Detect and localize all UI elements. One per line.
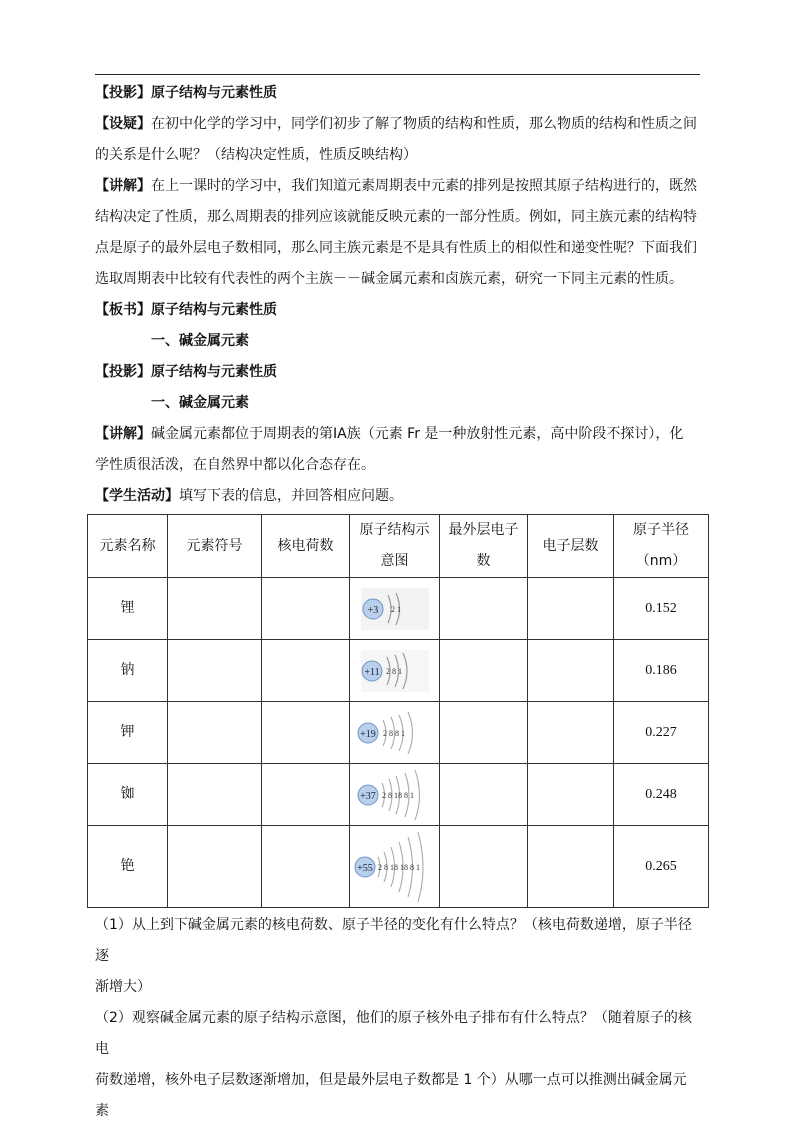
alkali-metal-table — [87, 514, 709, 908]
table-row — [88, 640, 709, 702]
atom-diagram-icon — [357, 648, 433, 694]
cell-name: 钾 — [88, 702, 168, 764]
cell-outer-electrons[interactable] — [440, 826, 528, 908]
heading-alkali-2: 一、碱金属元素 — [151, 395, 249, 411]
atom-diagram-icon — [357, 586, 433, 632]
cell-layers[interactable] — [528, 702, 614, 764]
header-name: 元素名称 — [88, 515, 168, 578]
cell-symbol[interactable] — [168, 640, 262, 702]
cell-outer-electrons[interactable] — [440, 640, 528, 702]
cell-symbol[interactable] — [168, 826, 262, 908]
svg-text:+19: +19 — [359, 728, 376, 740]
svg-text:+11: +11 — [363, 666, 380, 678]
cell-charge[interactable] — [262, 702, 350, 764]
header-charge: 核电荷数 — [262, 515, 350, 578]
cell-charge[interactable] — [262, 826, 350, 908]
question-1: （1）从上到下碱金属元素的核电荷数、原子半径的变化有什么特点？（核电荷数递增，原子半径逐 渐增大） — [95, 917, 692, 995]
cell-radius: 0.248 — [614, 764, 709, 826]
header-layers: 电子层数 — [528, 515, 614, 578]
atom-diagram-icon — [355, 708, 435, 758]
svg-text:+55: +55 — [356, 862, 373, 874]
table-row — [88, 578, 709, 640]
cell-symbol[interactable] — [168, 578, 262, 640]
tag: 【投影】 — [95, 85, 151, 101]
table-row — [88, 826, 709, 908]
paragraph-student-activity: 【学生活动】填写下表的信息，并回答相应问题。 — [95, 488, 403, 504]
cell-layers[interactable] — [528, 578, 614, 640]
cell-radius: 0.152 — [614, 578, 709, 640]
cell-diagram — [350, 764, 440, 826]
cell-layers[interactable] — [528, 826, 614, 908]
cell-name: 铷 — [88, 764, 168, 826]
cell-outer-electrons[interactable] — [440, 578, 528, 640]
paragraph-question: 【设疑】在初中化学的学习中，同学们初步了解了物质的结构和性质，那么物质的结构和性质之间 的关系是什么呢？（结构决定性质，性质反映结构） — [95, 116, 697, 163]
table-row — [88, 764, 709, 826]
cell-symbol[interactable] — [168, 702, 262, 764]
atom-diagram-icon — [355, 766, 435, 824]
paragraph-explanation-2: 【讲解】碱金属元素都位于周期表的第ⅠA族（元素 Fr 是一种放射性元素，高中阶段不探讨），化 学性质很活泼，在自然界中都以化合态存在。 — [95, 426, 684, 473]
heading-alkali-1: 一、碱金属元素 — [151, 333, 249, 349]
header-rule — [95, 74, 700, 75]
cell-outer-electrons[interactable] — [440, 702, 528, 764]
cell-name: 锂 — [88, 578, 168, 640]
cell-diagram — [350, 826, 440, 908]
svg-text:+3: +3 — [367, 604, 378, 616]
table-header-row — [88, 515, 709, 578]
paragraph-explanation-1: 【讲解】在上一课时的学习中，我们知道元素周期表中元素的排列是按照其原子结构进行的，既然 结构决定了性质，那么周期表的排列应该就能反映元素的一部分性质。例如，同主族元素的结构特 点是原子的最外层电子数相同，那么同主族元素是不是具有性质上的相似性和递变性呢？下面我们 选取周期表中比较有代表性的两个主族－－碱金属元素和卤族元素，研究一下同主元素的性质。 — [95, 178, 697, 287]
cell-charge[interactable] — [262, 640, 350, 702]
cell-diagram — [350, 640, 440, 702]
cell-name: 钠 — [88, 640, 168, 702]
cell-layers[interactable] — [528, 764, 614, 826]
header-diagram: 原子结构示 意图 — [350, 515, 440, 578]
lesson-document — [95, 78, 700, 1127]
paragraph-board: 【板书】原子结构与元素性质 — [95, 302, 277, 318]
header-radius: 原子半径 （nm） — [614, 515, 709, 578]
table-row — [88, 702, 709, 764]
svg-text:2 8 18 18 8 1: 2 8 18 18 8 1 — [377, 862, 420, 872]
header-outer-electrons: 最外层电子 数 — [440, 515, 528, 578]
paragraph-projection-1: 【投影】原子结构与元素性质 — [95, 85, 277, 101]
svg-text:2 8 8 1: 2 8 8 1 — [382, 728, 405, 738]
cell-diagram — [350, 578, 440, 640]
cell-radius: 0.186 — [614, 640, 709, 702]
question-2: （2）观察碱金属元素的原子结构示意图，他们的原子核外电子排布有什么特点？（随着原子的核电 荷数递增，核外电子层数逐渐增加，但是最外层电子数都是 1 个）从哪一点可以推测出碱金属元素 — [95, 1010, 692, 1119]
atom-diagram-icon — [352, 829, 438, 905]
paragraph-projection-2: 【投影】原子结构与元素性质 — [95, 364, 277, 380]
cell-charge[interactable] — [262, 764, 350, 826]
svg-text:2 1: 2 1 — [390, 604, 401, 614]
svg-text:2 8 1: 2 8 1 — [385, 666, 402, 676]
cell-outer-electrons[interactable] — [440, 764, 528, 826]
cell-layers[interactable] — [528, 640, 614, 702]
cell-diagram — [350, 702, 440, 764]
header-symbol: 元素符号 — [168, 515, 262, 578]
cell-name: 铯 — [88, 826, 168, 908]
cell-radius: 0.265 — [614, 826, 709, 908]
cell-symbol[interactable] — [168, 764, 262, 826]
cell-charge[interactable] — [262, 578, 350, 640]
svg-text:2 8 18 8 1: 2 8 18 8 1 — [381, 790, 414, 800]
cell-radius: 0.227 — [614, 702, 709, 764]
svg-text:+37: +37 — [359, 790, 376, 802]
